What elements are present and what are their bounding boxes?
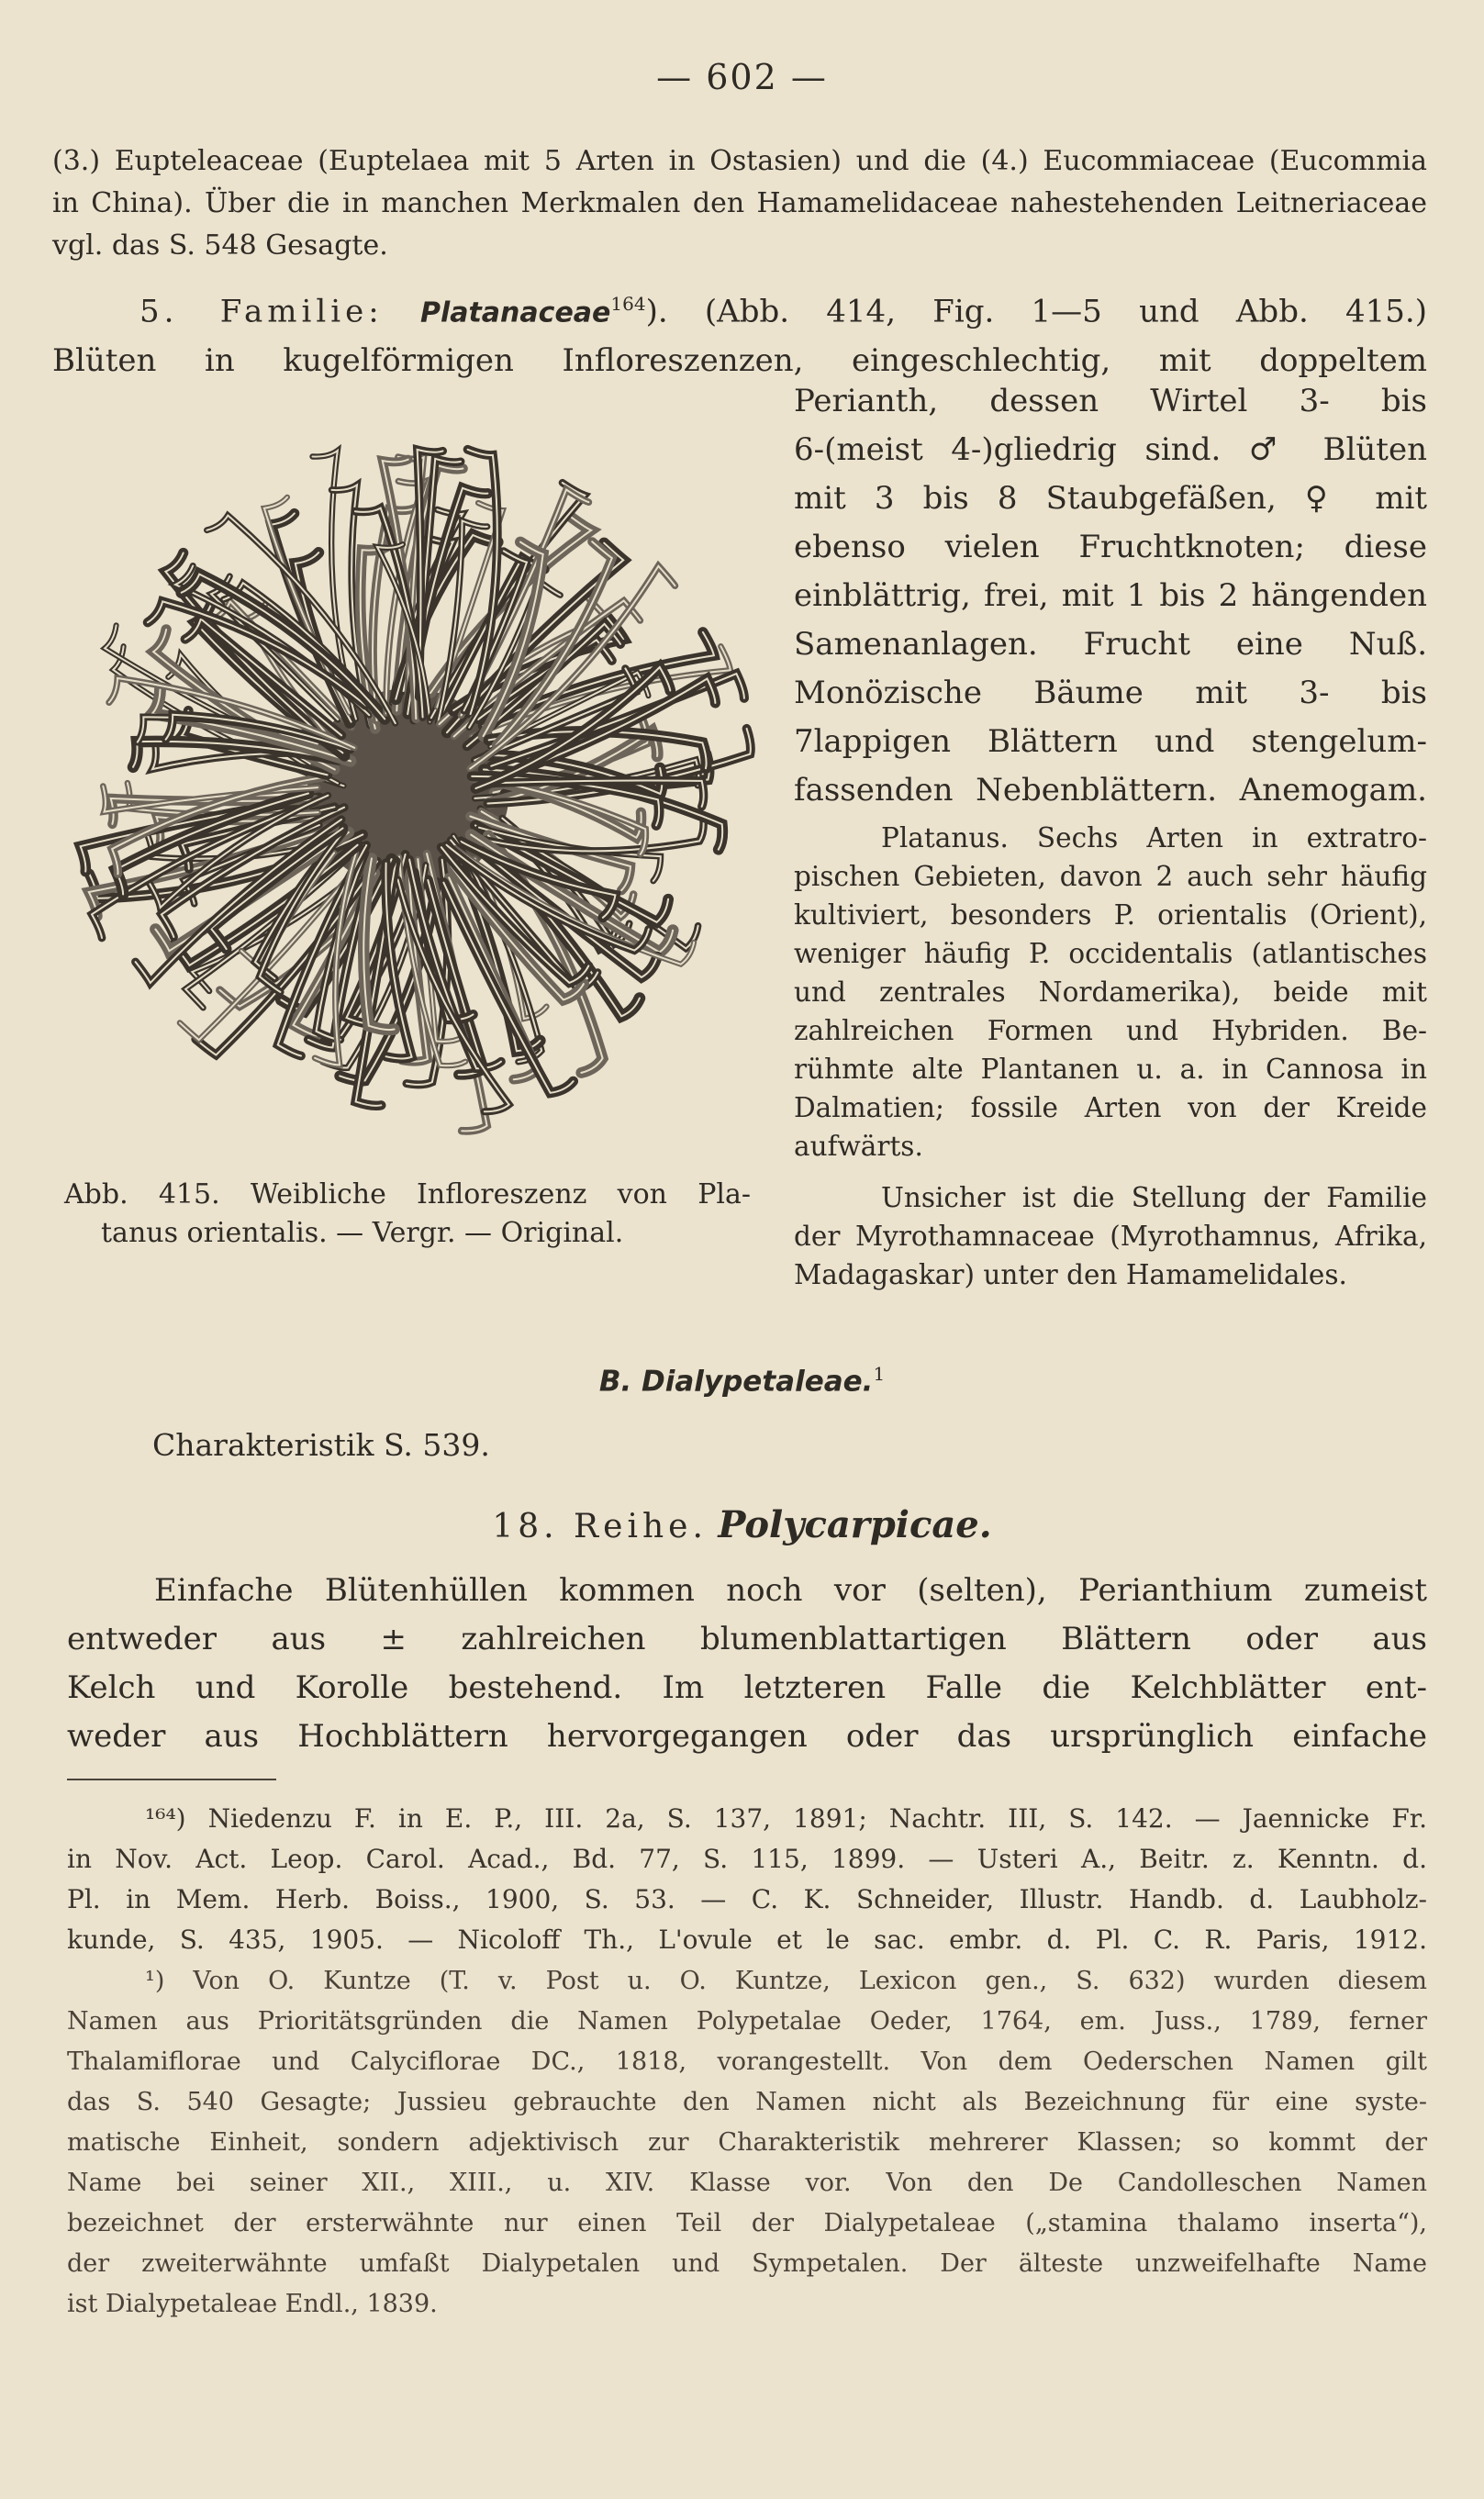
footnote-ref-164[interactable]: 164 xyxy=(610,293,646,315)
platanus-line: Dalmatien; fossile Arten von der Kreide xyxy=(794,1092,1427,1123)
platanus-line: rühmte alte Plantanen u. a. in Cannosa in xyxy=(794,1054,1427,1085)
family-name: Platanaceae xyxy=(419,296,611,329)
main-paragraph xyxy=(67,1567,1427,1761)
family-line-2: Blüten in kugelförmigen Infloreszenzen, eingeschlechtig, mit doppeltem xyxy=(52,342,1427,380)
footnote-divider xyxy=(67,1779,276,1780)
footnote-line: Namen aus Prioritätsgründen die Namen Polypetalae Oeder, 1764, em. Juss., 1789, ferner xyxy=(67,2007,1427,2036)
footnote-line: ist Dialypetaleae Endl., 1839. xyxy=(67,2290,438,2318)
uncertain-line: der Myrothamnaceae (Myrothamnus, Afrika, xyxy=(794,1221,1427,1252)
figure-caption xyxy=(64,1176,751,1253)
uncertain-line: Madagaskar) unter den Hamamelidales. xyxy=(794,1259,1347,1290)
footnote-line: matische Einheit, sondern adjektivisch zur Charakteristik mehrerer Klassen; so kommt der xyxy=(67,2128,1427,2157)
description-line: einblättrig, frei, mit 1 bis 2 hängenden xyxy=(794,577,1427,614)
intro-line: (3.) Eupteleaceae (Euptelaea mit 5 Arten in Ostasien) und die (4.) Eucommiaceae (Eucommia xyxy=(52,145,1427,177)
section-title: B. Dialypetaleae. xyxy=(598,1365,874,1399)
family-heading-line xyxy=(52,280,1427,337)
main-line: entweder aus ± zahlreichen blumenblattartigen Blättern oder aus xyxy=(67,1621,1427,1657)
platanus-line: Platanus. Sechs Arten in extratro- xyxy=(881,822,1427,853)
footnote-164 xyxy=(67,1799,1427,1960)
description-line: Monözische Bäume mit 3- bis xyxy=(794,675,1427,711)
footnote-line: ¹) Von O. Kuntze (T. v. Post u. O. Kuntze, Lexicon gen., S. 632) wurden diesem xyxy=(145,1967,1427,1995)
intro-line: in China). Über die in manchen Merkmalen den Hamamelidaceae nahestehenden Leitneriaceae xyxy=(52,187,1427,219)
platanus-line: aufwärts. xyxy=(794,1131,923,1162)
main-line: weder aus Hochblättern hervorgegangen oder das ursprünglich einfache xyxy=(67,1718,1427,1755)
caption-line: tanus orientalis. — Vergr. — Original. xyxy=(101,1217,624,1249)
description-line: fassenden Nebenblättern. Anemogam. xyxy=(794,772,1427,809)
platanus-line: und zentrales Nordamerika), beide mit xyxy=(794,976,1427,1008)
page-number: — 602 — xyxy=(656,57,828,97)
footnote-line: Pl. in Mem. Herb. Boiss., 1900, S. 53. — C. K. Schneider, Illustr. Handb. d. Laubholz- xyxy=(67,1884,1427,1914)
section-characteristic: Charakteristik S. 539. xyxy=(152,1427,490,1463)
description-line: Perianth, dessen Wirtel 3- bis xyxy=(794,383,1427,419)
series-prefix: 18. Reihe. xyxy=(492,1508,708,1545)
uncertain-paragraph xyxy=(794,1178,1427,1294)
series-name: Polycarpicae. xyxy=(718,1503,992,1546)
main-line: Einfache Blütenhüllen kommen noch vor (selten), Perianthium zumeist xyxy=(154,1572,1427,1609)
family-prefix: 5. Familie: xyxy=(139,293,384,330)
caption-line: Abb. 415. Weibliche Infloreszenz von Pla- xyxy=(64,1178,751,1210)
platanus-line: pischen Gebieten, davon 2 auch sehr häufig xyxy=(794,861,1427,892)
footnote-line: das S. 540 Gesagte; Jussieu gebrauchte den Namen nicht als Bezeichnung für eine syste- xyxy=(67,2088,1427,2116)
footnote-line: Name bei seiner XII., XIII., u. XIV. Klasse vor. Von den De Candolleschen Namen xyxy=(67,2169,1427,2197)
intro-line: vgl. das S. 548 Gesagte. xyxy=(52,229,388,262)
platanus-inflorescence-drawing xyxy=(55,404,762,1166)
footnote-ref-1[interactable]: 1 xyxy=(873,1363,886,1385)
series-heading xyxy=(0,1503,1484,1546)
footnote-line: Thalamiflorae und Calyciflorae DC., 1818, vorangestellt. Von dem Oederschen Namen gilt xyxy=(67,2047,1427,2076)
footnote-line: bezeichnet der ersterwähnte nur einen Teil der Dialypetaleae („stamina thalamo inserta“), xyxy=(67,2209,1427,2237)
main-line: Kelch und Korolle bestehend. Im letzteren Falle die Kelchblätter ent- xyxy=(67,1669,1427,1706)
footnote-line: der zweiterwähnte umfaßt Dialypetalen und Sympetalen. Der älteste unzweifelhafte Name xyxy=(67,2249,1427,2278)
uncertain-line: Unsicher ist die Stellung der Familie xyxy=(881,1182,1427,1213)
platanus-line: weniger häufig P. occidentalis (atlantisches xyxy=(794,938,1427,969)
intro-paragraph xyxy=(52,140,1427,267)
footnote-1 xyxy=(67,1961,1427,2325)
figure-415 xyxy=(55,404,762,1166)
description-line: Samenanlagen. Frucht eine Nuß. xyxy=(794,626,1427,663)
description-line: 6-(meist 4-)gliedrig sind. ♂ Blüten xyxy=(794,431,1427,468)
description-line: 7lappigen Blättern und stengelum- xyxy=(794,723,1427,760)
description-line: ebenso vielen Fruchtknoten; diese xyxy=(794,529,1427,565)
platanus-line: zahlreichen Formen und Hybriden. Be- xyxy=(794,1015,1427,1046)
footnote-line: kunde, S. 435, 1905. — Nicoloff Th., L'ovule et le sac. embr. d. Pl. C. R. Paris, 1912. xyxy=(67,1924,1427,1955)
description-line: mit 3 bis 8 Staubgefäßen, ♀ mit xyxy=(794,480,1427,517)
platanus-line: kultiviert, besonders P. orientalis (Orient), xyxy=(794,899,1427,931)
family-paragraph xyxy=(52,280,1427,385)
footnote-line: ¹⁶⁴) Niedenzu F. in E. P., III. 2a, S. 137, 1891; Nachtr. III, S. 142. — Jaennicke Fr. xyxy=(145,1803,1427,1834)
section-heading xyxy=(0,1363,1484,1399)
platanus-paragraph xyxy=(794,819,1427,1166)
footnote-line: in Nov. Act. Leop. Carol. Acad., Bd. 77, S. 115, 1899. — Usteri A., Beitr. z. Kenntn. d. xyxy=(67,1844,1427,1874)
family-suffix: ). (Abb. 414, Fig. 1—5 und Abb. 415.) xyxy=(645,293,1427,330)
family-description xyxy=(794,377,1427,815)
